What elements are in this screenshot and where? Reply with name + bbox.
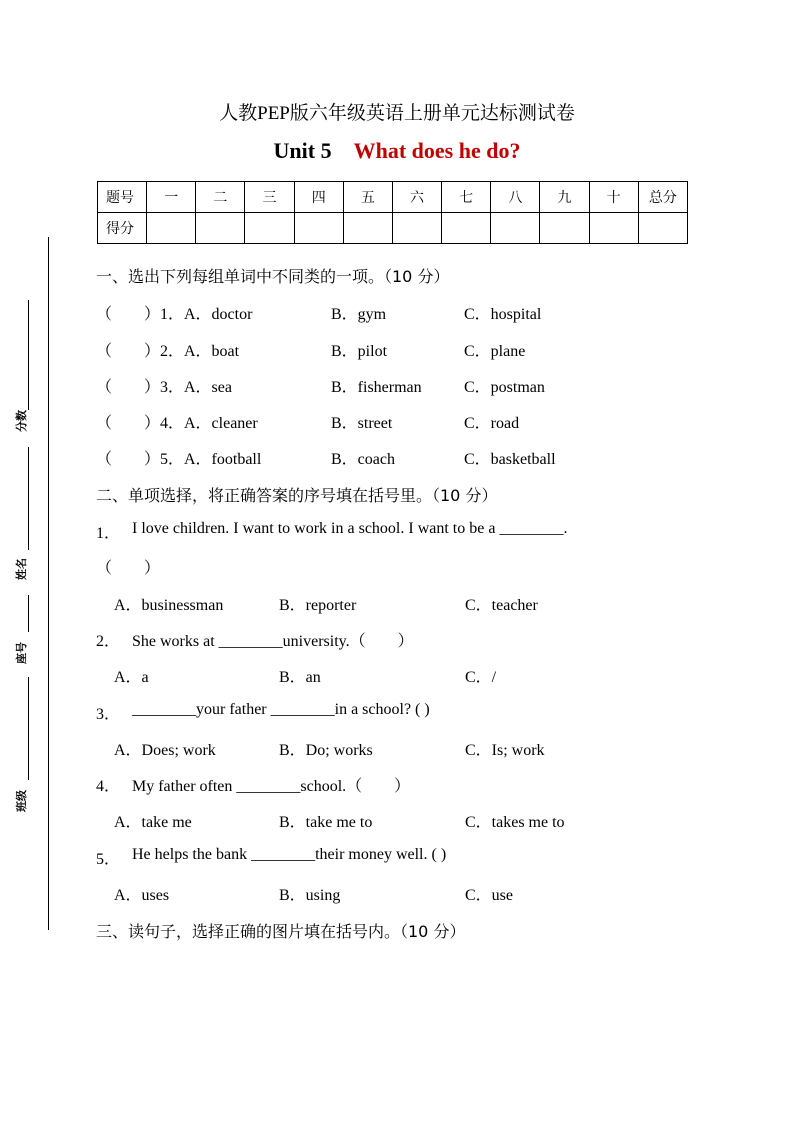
name-blank-line[interactable] [28, 447, 29, 550]
answer-parens[interactable]: （ ） [96, 415, 161, 432]
unit-label: Unit 5 [273, 138, 332, 163]
sidebar-label-seat: 座号 [15, 642, 28, 664]
option-b: B．fisherman [331, 379, 422, 396]
score-input-cell[interactable] [442, 213, 491, 244]
option-b: B．street [331, 415, 393, 432]
score-input-cell[interactable] [638, 213, 687, 244]
section2-heading: 二、单项选择，将正确答案的序号填在括号里。（10 分） [96, 486, 498, 505]
question-text: ________your father ________in a school? ( ) [132, 701, 430, 718]
option-a: 4．A．cleaner [160, 415, 258, 432]
score-input-cell[interactable] [491, 213, 540, 244]
score-cell: 一 [147, 182, 196, 213]
option-a: A．Does; work [114, 742, 216, 759]
option-c: C．plane [464, 343, 526, 360]
seat-blank-line[interactable] [28, 595, 29, 632]
option-a: 1．A．doctor [160, 306, 253, 323]
option-b: B．using [279, 887, 341, 904]
option-c: C．use [465, 887, 514, 904]
question-text: He helps the bank ________their money well. ( ) [132, 846, 447, 863]
sidebar-label-name: 姓名 [15, 558, 28, 580]
class-blank-line[interactable] [28, 677, 29, 780]
score-input-cell[interactable] [147, 213, 196, 244]
question-text: I love children. I want to work in a school. I want to be a ________. [132, 520, 568, 537]
option-a: A．a [114, 669, 149, 686]
option-a: 3．A．sea [160, 379, 232, 396]
option-c: C．takes me to [465, 814, 565, 831]
question-text: She works at ________university.（ ） [132, 633, 414, 650]
option-c: C．Is; work [465, 742, 545, 759]
score-input-cell[interactable] [589, 213, 638, 244]
question-number: 2． [96, 633, 121, 650]
answer-parens[interactable]: （ ） [96, 560, 161, 577]
option-a: 2．A．boat [160, 343, 240, 360]
option-a: A．businessman [114, 597, 224, 614]
question-number: 3． [96, 706, 121, 723]
score-cell: 十 [589, 182, 638, 213]
section1-heading: 一、选出下列每组单词中不同类的一项。（10 分） [96, 267, 450, 286]
answer-parens[interactable]: （ ） [96, 306, 161, 323]
score-input-cell[interactable] [540, 213, 589, 244]
unit-title [0, 138, 794, 164]
score-cell: 六 [392, 182, 441, 213]
answer-parens[interactable]: （ ） [96, 343, 161, 360]
question-text: My father often ________school.（ ） [132, 778, 411, 795]
option-b: B．pilot [331, 343, 388, 360]
option-c: C．teacher [465, 597, 538, 614]
page-title: 人教PEP版六年级英语上册单元达标测试卷 [219, 103, 575, 124]
option-b: B．coach [331, 451, 395, 468]
score-cell: 九 [540, 182, 589, 213]
score-cell: 八 [491, 182, 540, 213]
question-number: 1． [96, 525, 121, 542]
score-cell: 五 [343, 182, 392, 213]
option-c: C．road [464, 415, 520, 432]
binding-line [48, 237, 49, 930]
option-c: C．hospital [464, 306, 542, 323]
score-input-cell[interactable] [196, 213, 245, 244]
score-input-cell[interactable] [392, 213, 441, 244]
option-b: B．gym [331, 306, 387, 323]
score-input-cell[interactable] [245, 213, 294, 244]
score-table-score-row [98, 213, 688, 244]
answer-parens[interactable]: （ ） [96, 379, 161, 396]
sidebar-label-class: 班级 [15, 790, 28, 812]
option-b: B．Do; works [279, 742, 373, 759]
score-input-cell[interactable] [343, 213, 392, 244]
option-a: A．take me [114, 814, 192, 831]
option-c: C．postman [464, 379, 545, 396]
score-table-header-row [98, 182, 688, 213]
section3-heading: 三、读句子，选择正确的图片填在括号内。（10 分） [96, 922, 466, 941]
score-cell: 七 [442, 182, 491, 213]
score-cell: 总分 [638, 182, 687, 213]
option-c: C．/ [465, 669, 497, 686]
option-b: B．take me to [279, 814, 373, 831]
option-a: A．uses [114, 887, 170, 904]
option-a: 5．A．football [160, 451, 262, 468]
score-cell: 三 [245, 182, 294, 213]
option-b: B．an [279, 669, 321, 686]
option-c: C．basketball [464, 451, 556, 468]
score-input-cell[interactable] [294, 213, 343, 244]
score-blank-line[interactable] [28, 300, 29, 410]
score-row-label: 得分 [98, 213, 147, 244]
score-table [97, 181, 688, 244]
score-cell: 二 [196, 182, 245, 213]
question-number: 5． [96, 851, 121, 868]
question-number: 4． [96, 778, 121, 795]
score-cell: 题号 [98, 182, 147, 213]
score-cell: 四 [294, 182, 343, 213]
unit-topic: What does he do? [353, 138, 521, 163]
sidebar-label-score: 分数 [15, 410, 28, 432]
answer-parens[interactable]: （ ） [96, 451, 161, 468]
option-b: B．reporter [279, 597, 357, 614]
